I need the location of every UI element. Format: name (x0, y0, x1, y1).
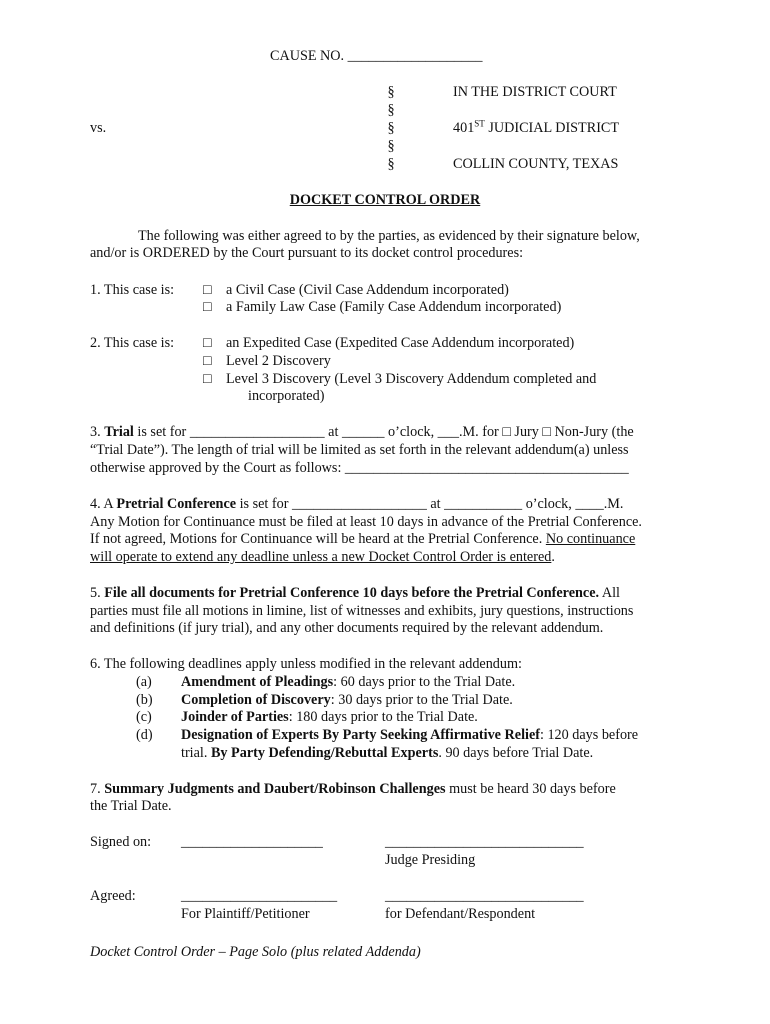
defendant-signature-line[interactable]: ____________________________ (385, 888, 584, 904)
option-expedited: an Expedited Case (Expedited Case Addendum incorporated) (226, 335, 575, 351)
defendant-label: for Defendant/Respondent (385, 906, 536, 922)
deadline-letter: (b) (136, 692, 153, 708)
section-mark: § (387, 102, 395, 118)
checkbox[interactable]: □ (203, 353, 212, 369)
cause-number: CAUSE NO. ___________________ (270, 48, 483, 64)
item4-line: Any Motion for Continuance must be filed at least 10 days in advance of the Pretrial Conference. (90, 514, 642, 530)
judge-signature-line[interactable]: ____________________________ (385, 834, 584, 850)
item3-line: 3. Trial is set for ___________________ at ______ o’clock, ___.M. for □ Jury □ Non-Jury (the (90, 424, 634, 440)
item1-label: 1. This case is: (90, 282, 175, 298)
deadline-item: Completion of Discovery: 30 days prior to the Trial Date. (181, 692, 513, 708)
option-level3: Level 3 Discovery (Level 3 Discovery Addendum completed and (226, 371, 597, 387)
item2-label: 2. This case is: (90, 335, 175, 351)
page-footer: Docket Control Order – Page Solo (plus related Addenda) (90, 944, 421, 960)
item5-line: parties must file all motions in limine, list of witnesses and exhibits, jury questions, instructions (90, 603, 634, 619)
county-state: COLLIN COUNTY, TEXAS (453, 156, 619, 172)
item5-line: and definitions (if jury trial), and any other documents required by the relevant addendum. (90, 620, 604, 636)
document-title: DOCKET CONTROL ORDER (289, 192, 481, 208)
deadline-letter: (a) (136, 674, 152, 690)
checkbox[interactable]: □ (203, 371, 212, 387)
deadline-item: Designation of Experts By Party Seeking Affirmative Relief: 120 days before (181, 727, 639, 743)
section-mark: § (387, 156, 395, 172)
checkbox[interactable]: □ (203, 335, 212, 351)
item5-line: 5. File all documents for Pretrial Conference 10 days before the Pretrial Conference. All (90, 585, 620, 601)
judge-presiding-label: Judge Presiding (385, 852, 476, 868)
intro-line: The following was either agreed to by the parties, as evidenced by their signature below, (138, 228, 640, 244)
option-level2: Level 2 Discovery (226, 353, 331, 369)
intro-line: and/or is ORDERED by the Court pursuant to its docket control procedures: (90, 245, 524, 261)
item3-line: “Trial Date”). The length of trial will be limited as set forth in the relevant addendum(a) unless (90, 442, 629, 458)
item7-line: 7. Summary Judgments and Daubert/Robinson Challenges must be heard 30 days before (90, 781, 616, 797)
item7-line: the Trial Date. (90, 798, 172, 814)
deadline-item: Joinder of Parties: 180 days prior to the Trial Date. (181, 709, 478, 725)
item4-line: 4. A Pretrial Conference is set for ___________________ at ___________ o’clock, ____.M. (90, 496, 624, 512)
section-mark: § (387, 138, 395, 154)
agreed-label: Agreed: (90, 888, 136, 904)
section-mark: § (387, 120, 395, 136)
item4-line: If not agreed, Motions for Continuance will be heard at the Pretrial Conference. No continuance (90, 531, 636, 547)
deadline-letter: (c) (136, 709, 152, 725)
plaintiff-label: For Plaintiff/Petitioner (181, 906, 310, 922)
deadline-item: Amendment of Pleadings: 60 days prior to the Trial Date. (181, 674, 516, 690)
judicial-district: 401ST JUDICIAL DISTRICT (453, 118, 620, 136)
item6-intro: 6. The following deadlines apply unless modified in the relevant addendum: (90, 656, 522, 672)
signed-on-date-line[interactable]: ____________________ (181, 834, 323, 850)
plaintiff-signature-line[interactable]: ______________________ (181, 888, 338, 904)
deadline-item-continued: trial. By Party Defending/Rebuttal Experts. 90 days before Trial Date. (181, 745, 594, 761)
section-mark: § (387, 84, 395, 100)
option-level3-continued: incorporated) (248, 388, 325, 404)
option-family-case: a Family Law Case (Family Case Addendum incorporated) (226, 299, 562, 315)
court-name: IN THE DISTRICT COURT (453, 84, 617, 100)
option-civil-case: a Civil Case (Civil Case Addendum incorporated) (226, 282, 509, 298)
checkbox[interactable]: □ (203, 282, 212, 298)
deadline-letter: (d) (136, 727, 153, 743)
signed-on-label: Signed on: (90, 834, 152, 850)
item4-line: will operate to extend any deadline unless a new Docket Control Order is entered. (90, 549, 555, 565)
checkbox[interactable]: □ (203, 299, 212, 315)
versus-label: vs. (90, 120, 107, 136)
item3-line: otherwise approved by the Court as follows: ________________________________________ (90, 460, 629, 476)
